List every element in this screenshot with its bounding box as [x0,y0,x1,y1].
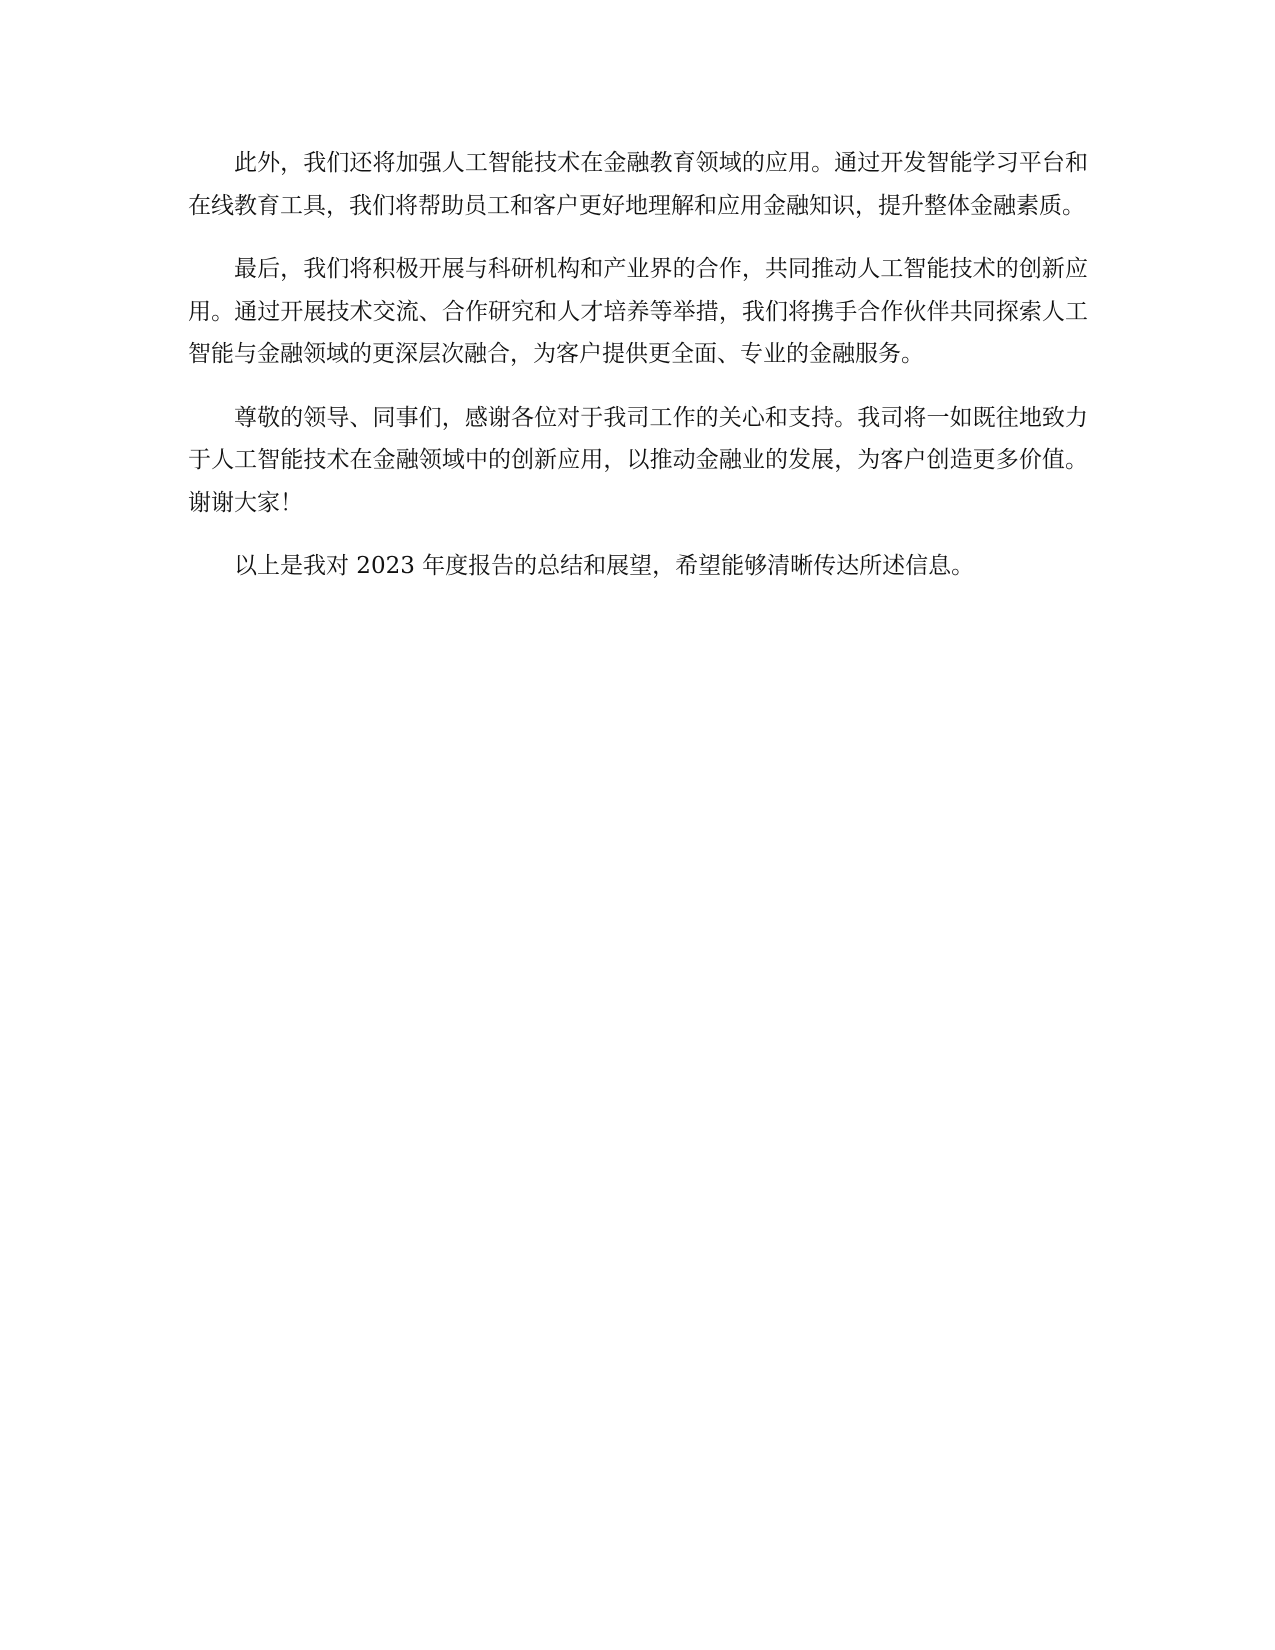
paragraph-ai-finance-education: 此外，我们还将加强人工智能技术在金融教育领域的应用。通过开发智能学习平台和在线教育工具，我们将帮助员工和客户更好地理解和应用金融知识，提升整体金融素质。 [188,150,1088,219]
paragraph-conclusion: 以上是我对 2023 年度报告的总结和展望，希望能够清晰传达所述信息。 [234,553,975,579]
document-body [188,142,1088,609]
paragraph-thanks: 尊敬的领导、同事们，感谢各位对于我司工作的关心和支持。我司将一如既往地致力于人工智能技术在金融领域中的创新应用，以推动金融业的发展，为客户创造更多价值。谢谢大家！ [188,404,1088,516]
paragraph-research-cooperation: 最后，我们将积极开展与科研机构和产业界的合作，共同推动人工智能技术的创新应用。通过开展技术交流、合作研究和人才培养等举措，我们将携手合作伙伴共同探索人工智能与金融领域的更深层次融合，为客户提供更全面、专业的金融服务。 [188,256,1088,367]
